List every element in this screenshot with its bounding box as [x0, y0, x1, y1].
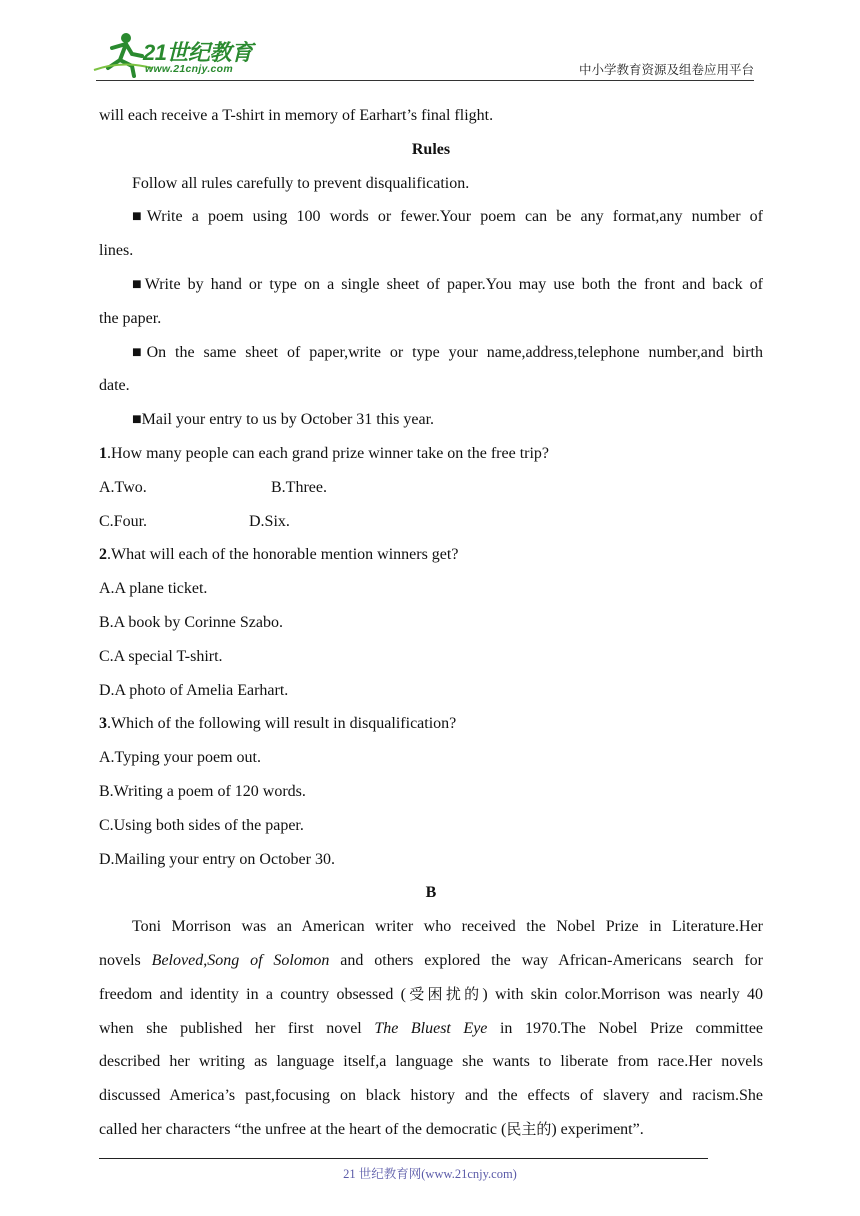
option-d[interactable]: D.Six.: [249, 512, 290, 530]
rule-3-line-1: ■On the same sheet of paper,write or type your name,address,telephone number,and birth: [132, 343, 763, 361]
text-run: novels: [99, 951, 152, 969]
document-body: [99, 99, 763, 1147]
rule-2-line-1: ■Write by hand or type on a single sheet of paper.You may use both the front and back of: [132, 275, 763, 293]
question-3: [99, 707, 763, 741]
logo-text: 21世纪教育: [143, 40, 253, 65]
option-c[interactable]: C.A special T-shirt.: [99, 647, 223, 665]
option-b[interactable]: B.A book by Corinne Szabo.: [99, 613, 283, 631]
question-text: .Which of the following will result in disqualification?: [107, 715, 457, 733]
page-header: [0, 0, 860, 90]
footer-divider: [99, 1158, 708, 1159]
gloss: 民主的: [506, 1119, 552, 1138]
header-divider: [96, 80, 754, 81]
option-a[interactable]: A.Typing your poem out.: [99, 749, 261, 767]
text-run: and others explored the way African-Americans search for: [329, 951, 763, 969]
footer-text: 21 世纪教育网(www.21cnjy.com): [343, 1167, 517, 1181]
passage-b-line-5: described her writing as language itself,a language she wants to liberate from race.Her novels: [99, 1053, 763, 1071]
option-a[interactable]: A.Two.: [99, 478, 147, 496]
passage-b-line-6: discussed America’s past,focusing on black history and the effects of slavery and racism.She: [99, 1087, 763, 1105]
text-run: freedom and identity in a country obsessed (: [99, 985, 406, 1003]
option-d[interactable]: D.A photo of Amelia Earhart.: [99, 681, 289, 699]
passage-continuation: will each receive a T-shirt in memory of Earhart’s final flight.: [99, 107, 494, 124]
options-row: [99, 505, 763, 539]
passage-b-line-7: [99, 1113, 763, 1147]
rule-1-line-2: lines.: [99, 242, 134, 260]
option-c[interactable]: C.Using both sides of the paper.: [99, 816, 304, 834]
question-2: [99, 538, 763, 572]
text-run: ) with skin color.Morrison was nearly 40: [482, 985, 763, 1003]
rules-intro: Follow all rules carefully to prevent disqualification.: [132, 174, 470, 192]
passage-b-line-1: Toni Morrison was an American writer who received the Nobel Prize in Literature.Her: [132, 918, 763, 936]
question-number: 3: [99, 715, 107, 733]
book-title: The Bluest Eye: [374, 1019, 488, 1037]
rule-2-line-2: the paper.: [99, 309, 162, 327]
question-text: .What will each of the honorable mention winners get?: [107, 546, 459, 564]
book-title: Beloved: [151, 951, 204, 969]
question-1: [99, 437, 763, 471]
rule-3-line-2: date.: [99, 377, 130, 395]
book-title: Song of Solomon: [207, 951, 330, 969]
rule-4: ■Mail your entry to us by October 31 this year.: [132, 411, 435, 429]
text-run: ) experiment”.: [551, 1120, 644, 1138]
text-run: called her characters “the unfree at the heart of the democratic (: [99, 1120, 507, 1138]
passage-b-line-4: [99, 1012, 763, 1046]
question-text: .How many people can each grand prize winner take on the free trip?: [107, 444, 550, 462]
passage-b-line-3: [99, 978, 763, 1012]
options-row: [99, 471, 763, 505]
option-a[interactable]: A.A plane ticket.: [99, 580, 208, 598]
option-c[interactable]: C.Four.: [99, 512, 148, 530]
passage-b-heading: B: [425, 884, 437, 902]
logo-url: www.21cnjy.com: [145, 63, 234, 75]
question-number: 2: [99, 546, 107, 564]
text-run: when she published her first novel: [99, 1019, 375, 1037]
text-run: ,: [203, 951, 208, 969]
option-d[interactable]: D.Mailing your entry on October 30.: [99, 850, 335, 868]
passage-b-line-2: [99, 944, 763, 978]
rule-1-line-1: ■Write a poem using 100 words or fewer.Your poem can be any format,any number of: [132, 208, 763, 226]
question-number: 1: [99, 444, 107, 462]
rules-heading: Rules: [411, 140, 451, 158]
gloss: 受困扰的: [405, 984, 483, 1003]
header-platform-text: 中小学教育资源及组卷应用平台: [578, 62, 754, 77]
option-b[interactable]: B.Writing a poem of 120 words.: [99, 782, 306, 800]
text-run: in 1970.The Nobel Prize committee: [487, 1019, 764, 1037]
option-b[interactable]: B.Three.: [271, 478, 327, 496]
